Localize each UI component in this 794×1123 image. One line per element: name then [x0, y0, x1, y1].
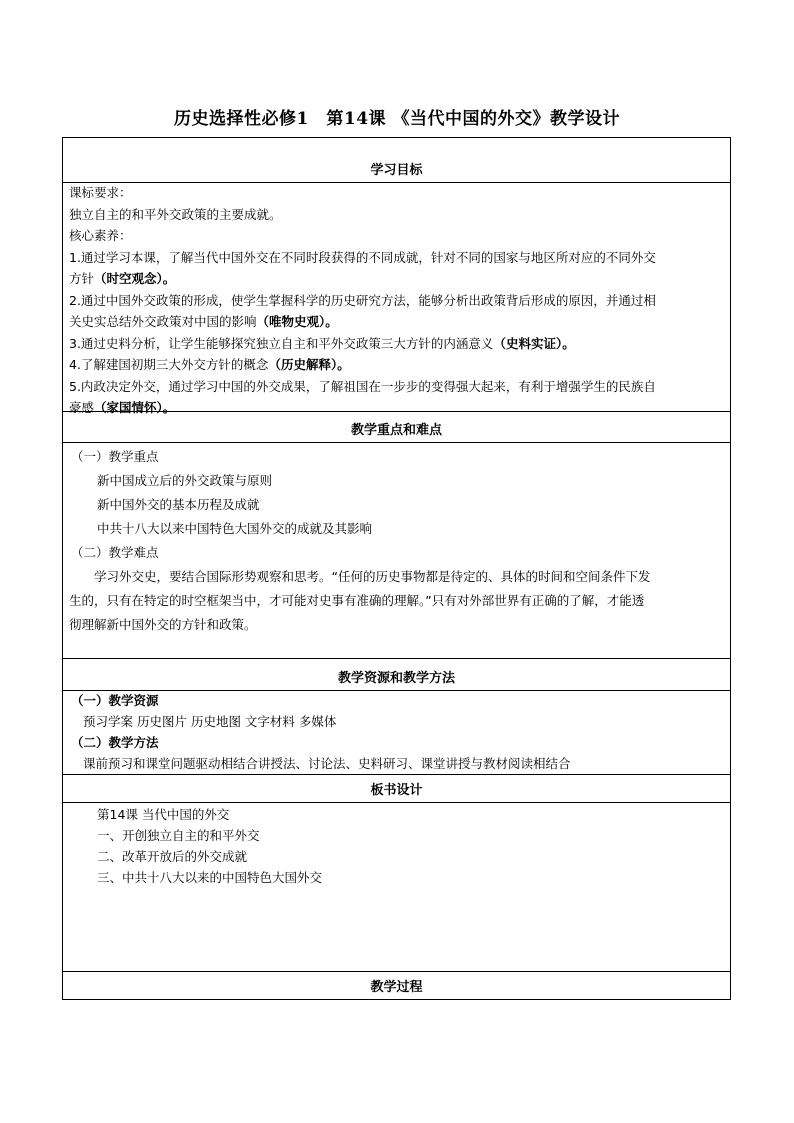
- competency-tag: （历史解释）。: [268, 357, 350, 372]
- competency-tag: （家国情怀）。: [94, 400, 176, 415]
- competency-tag: （史料实证）。: [493, 336, 575, 351]
- section-body-key-points: [63, 442, 730, 658]
- goal-line: 2.通过中国外交政策的形成，使学生掌握科学的历史研究方法，能够分析出政策背后形成的原因，并通过相: [69, 293, 656, 308]
- focus-item: 新中国外交的基本历程及成就: [97, 497, 260, 512]
- section-header-process: 教学过程: [63, 971, 730, 999]
- lesson-plan-table: [62, 137, 731, 1000]
- difficulty-line: 彻理解新中国外交的方针和政策。: [69, 617, 257, 632]
- goal-line: 1.通过学习本课，了解当代中国外交在不同时段获得的不同成就，针对不同的国家与地区所对应的不同外交: [69, 250, 656, 265]
- section-body-goals: [63, 182, 730, 415]
- section-header-board: 板书设计: [63, 774, 730, 802]
- subheading-difficulty: （二）教学难点: [71, 545, 159, 560]
- page-title: 历史选择性必修1 第14课 《当代中国的外交》教学设计: [174, 109, 620, 129]
- goal-line: 独立自主的和平外交政策的主要成就。: [69, 207, 282, 222]
- section-body-board: [63, 802, 730, 971]
- board-line: 二、改革开放后的外交成就: [97, 849, 248, 864]
- section-header-resources: 教学资源和教学方法: [63, 658, 730, 690]
- resources-list: 预习学案 历史图片 历史地图 文字材料 多媒体: [83, 714, 337, 729]
- goal-line: 核心素养：: [69, 228, 132, 243]
- board-line: 第14课 当代中国的外交: [97, 807, 230, 822]
- section-body-resources: [63, 690, 730, 774]
- goal-line: 关史实总结外交政策对中国的影响（唯物史观）。: [69, 314, 338, 329]
- goal-line: 方针（时空观念）。: [69, 271, 176, 286]
- subheading-methods: （二）教学方法: [71, 735, 159, 750]
- board-line: 三、中共十八大以来的中国特色大国外交: [97, 870, 323, 885]
- goal-line: 3.通过史料分析，让学生能够探究独立自主和平外交政策三大方针的内涵意义（史料实证）。: [69, 336, 575, 351]
- section-header-key-points: 教学重点和难点: [63, 411, 730, 442]
- methods-text: 课前预习和课堂问题驱动相结合讲授法、讨论法、史料研习、课堂讲授与教材阅读相结合: [83, 756, 571, 771]
- focus-item: 中共十八大以来中国特色大国外交的成就及其影响: [97, 521, 373, 536]
- difficulty-line: 生的，只有在特定的时空框架当中，才可能对史事有准确的理解。”只有对外部世界有正确的了解，才能透: [69, 593, 645, 608]
- board-line: 一、开创独立自主的和平外交: [97, 828, 260, 843]
- competency-tag: （时空观念）。: [94, 271, 176, 286]
- difficulty-line: 学习外交史，要结合国际形势观察和思考。“任何的历史事物都是待定的、具体的时间和空间条件下发: [69, 569, 651, 584]
- section-header-goals: 学习目标: [370, 163, 423, 178]
- goal-line: 豪感（家国情怀）。: [69, 400, 176, 415]
- goal-line: 5.内政决定外交，通过学习中国的外交成果，了解祖国在一步步的变得强大起来，有利于增强学生的民族自: [69, 379, 656, 394]
- focus-item: 新中国成立后的外交政策与原则: [97, 473, 273, 488]
- subheading-resources: （一）教学资源: [71, 693, 159, 708]
- subheading-focus: （一）教学重点: [71, 449, 159, 464]
- goal-line: 4.了解建国初期三大外交方针的概念（历史解释）。: [69, 357, 350, 372]
- goal-line: 课标要求：: [69, 185, 132, 200]
- competency-tag: （唯物史观）。: [256, 314, 338, 329]
